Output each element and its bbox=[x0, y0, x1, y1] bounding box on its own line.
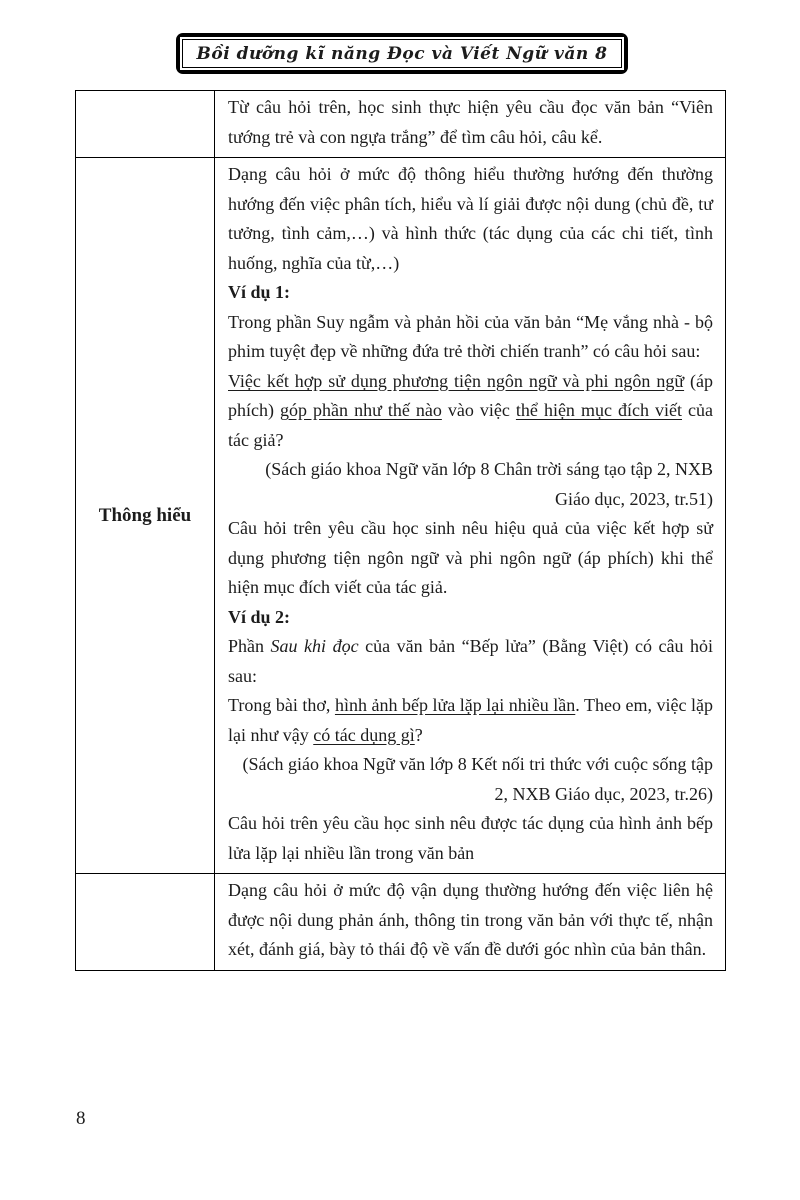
paragraph bbox=[228, 876, 718, 965]
text-segment: (Sách giáo khoa Ngữ văn lớp 8 Kết nối tri thức với cuộc sống tập 2, NXB Giáo dục, 2023, tr.26) bbox=[242, 754, 718, 804]
text-segment: Ví dụ 2: bbox=[228, 606, 291, 627]
text-segment: Trong phần Suy ngẫm và phản hồi của văn bản “Mẹ vắng nhà - bộ phim tuyệt đẹp về những đứa trẻ thời chiến tranh” có câu hỏi sau: bbox=[228, 311, 718, 361]
text-segment: Dạng câu hỏi ở mức độ vận dụng thường hướng đến việc liên hệ được nội dung phản ánh, thông tin trong văn bản với thực tế, nhận xét, đánh giá, bày tỏ thái độ về vấn đề dưới góc nhìn của bản thân. bbox=[228, 880, 718, 959]
table-row bbox=[76, 158, 726, 874]
text-segment: Ví dụ 1: bbox=[228, 282, 291, 302]
text-segment: hình ảnh bếp lửa lặp lại nhiều lần bbox=[334, 695, 576, 715]
row-label-cell bbox=[76, 91, 215, 158]
paragraph bbox=[228, 691, 718, 750]
content-table bbox=[75, 90, 726, 971]
paragraph bbox=[228, 632, 718, 691]
row-label-cell bbox=[76, 158, 215, 874]
paragraph bbox=[228, 93, 718, 152]
text-segment: Việc kết hợp sử dụng phương tiện ngôn ngữ và phi ngôn ngữ bbox=[228, 370, 685, 391]
row-content-cell bbox=[215, 874, 726, 971]
page-number: 8 bbox=[76, 1108, 86, 1129]
text-segment: Từ câu hỏi trên, học sinh thực hiện yêu cầu đọc văn bản “Viên tướng trẻ và con ngựa trắng” để tìm câu hỏi, câu kể. bbox=[228, 97, 718, 147]
paragraph bbox=[228, 603, 713, 633]
paragraph bbox=[228, 809, 718, 868]
text-segment: góp phần như thế nào bbox=[280, 400, 442, 420]
text-segment: ? bbox=[414, 724, 423, 745]
row-content-cell bbox=[215, 158, 726, 874]
text-segment: Phần bbox=[228, 636, 271, 656]
paragraph bbox=[228, 160, 718, 278]
row-label: Thông hiểu bbox=[98, 504, 192, 526]
text-segment: vào việc bbox=[441, 400, 516, 420]
book-title: Bồi dưỡng kĩ năng Đọc và Viết Ngữ văn 8 bbox=[196, 44, 608, 64]
text-segment: (áp phích) bbox=[228, 370, 718, 420]
table-row bbox=[76, 91, 726, 158]
text-segment: Sau khi đọc bbox=[270, 636, 359, 656]
text-segment: của văn bản “Bếp lửa” (Bằng Việt) có câu hỏi sau: bbox=[228, 636, 718, 686]
paragraph bbox=[228, 308, 718, 367]
row-content-cell bbox=[215, 91, 726, 158]
text-segment: Trong bài thơ, bbox=[228, 695, 335, 715]
paragraph bbox=[228, 455, 718, 514]
paragraph bbox=[228, 750, 718, 809]
text-segment: thể hiện mục đích viết bbox=[515, 400, 682, 420]
text-segment: của tác giả? bbox=[228, 400, 718, 450]
text-segment: Câu hỏi trên yêu cầu học sinh nêu hiệu quả của việc kết hợp sử dụng phương tiện ngôn ngữ và phi ngôn ngữ (áp phích) khi thể hiện mục đích viết của tác giả. bbox=[228, 518, 718, 597]
paragraph bbox=[228, 367, 718, 456]
table-row bbox=[76, 874, 726, 971]
text-segment: (Sách giáo khoa Ngữ văn lớp 8 Chân trời sáng tạo tập 2, NXB Giáo dục, 2023, tr.51) bbox=[265, 459, 718, 509]
header-banner bbox=[176, 33, 628, 74]
header-banner-frame bbox=[179, 36, 625, 71]
row-label-cell bbox=[76, 874, 215, 971]
text-segment: Câu hỏi trên yêu cầu học sinh nêu được tác dụng của hình ảnh bếp lửa lặp lại nhiều lần trong văn bản bbox=[228, 813, 718, 863]
text-segment: Dạng câu hỏi ở mức độ thông hiểu thường hướng đến thường hướng đến việc phân tích, hiểu và lí giải được nội dung (chủ đề, tư tưởng, tình cảm,…) và hình thức (tác dụng của các chi tiết, tình huống, nghĩa của từ,…) bbox=[228, 164, 718, 273]
paragraph bbox=[228, 278, 713, 308]
text-segment: . Theo em, việc lặp lại như vậy bbox=[228, 695, 718, 745]
text-segment: có tác dụng gì bbox=[313, 724, 415, 745]
paragraph bbox=[228, 514, 718, 603]
